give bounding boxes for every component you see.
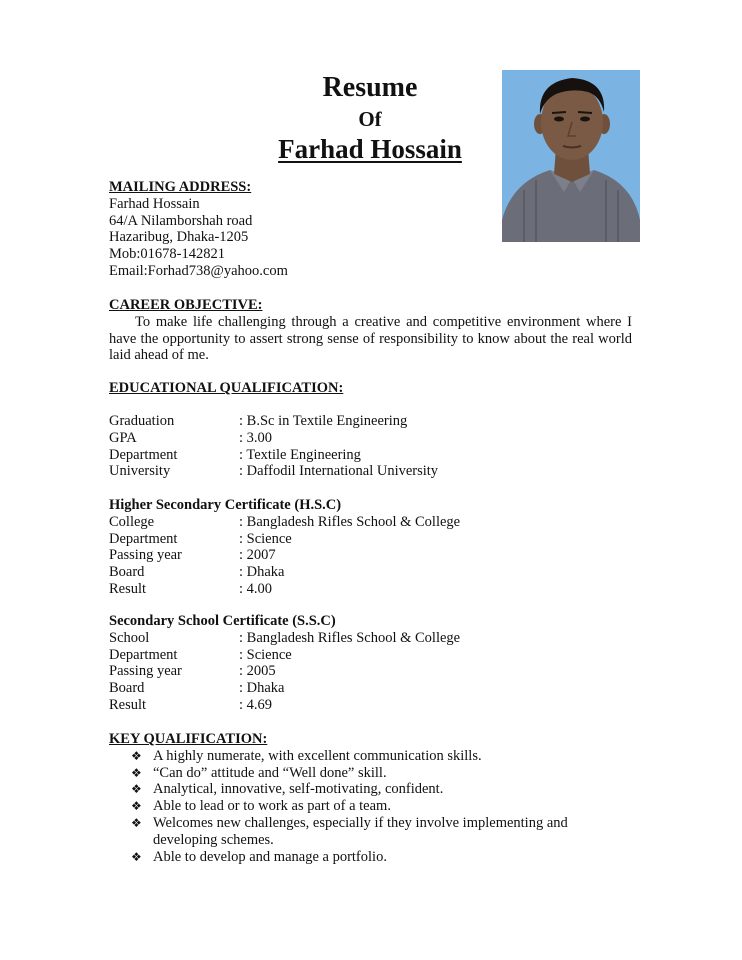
- edu-row-value: : 4.69: [239, 696, 273, 713]
- edu-row-value: : B.Sc in Textile Engineering: [239, 413, 408, 429]
- edu-row: [109, 663, 649, 680]
- list-item: [131, 815, 649, 849]
- key-heading: KEY QUALIFICATION:: [109, 731, 268, 747]
- ssc-block: [109, 613, 649, 714]
- edu-row: [109, 564, 649, 581]
- edu-row-label: Graduation: [109, 413, 175, 429]
- edu-row-label: Department: [109, 446, 178, 463]
- edu-row-value: : Dhaka: [239, 564, 285, 581]
- diamond-bullet-icon: ❖: [131, 815, 142, 830]
- edu-row-value: : Science: [239, 530, 292, 547]
- edu-row-label: Board: [109, 564, 145, 581]
- mailing-line: Hazaribug, Dhaka-1205: [109, 229, 249, 246]
- ssc-title: Secondary School Certificate (S.S.C): [109, 613, 336, 629]
- mailing-line: 64/A Nilamborshah road: [109, 212, 253, 229]
- title-resume: Resume: [322, 72, 418, 103]
- edu-row-label: Passing year: [109, 663, 182, 680]
- edu-row-value: : 3.00: [239, 429, 273, 446]
- edu-row: [109, 514, 649, 531]
- edu-row-value: : 4.00: [239, 580, 273, 597]
- mailing-address-section: [109, 179, 649, 280]
- list-item-text: Able to lead or to work as part of a team.: [153, 798, 391, 815]
- diamond-bullet-icon: ❖: [131, 782, 142, 797]
- edu-row-value: : Daffodil International University: [239, 463, 439, 480]
- list-item-text: A highly numerate, with excellent communication skills.: [153, 747, 482, 764]
- edu-row-value: : Science: [239, 646, 292, 663]
- edu-row: [109, 581, 649, 598]
- edu-row-value: : Dhaka: [239, 680, 285, 697]
- list-item-text: “Can do” attitude and “Well done” skill.: [153, 764, 387, 781]
- title-block: [250, 70, 490, 166]
- edu-row-label: Passing year: [109, 547, 182, 564]
- list-item-text: Able to develop and manage a portfolio.: [153, 848, 387, 865]
- education-heading: EDUCATIONAL QUALIFICATION:: [109, 380, 344, 396]
- diamond-bullet-icon: ❖: [131, 799, 142, 814]
- diamond-bullet-icon: ❖: [131, 849, 142, 864]
- list-item: [131, 781, 649, 798]
- career-text: To make life challenging through a creative and competitive environment where I have the opportunity to assert strong sense of responsibility to know about the real world laid ahead of me.: [109, 313, 632, 364]
- key-list: [109, 748, 649, 866]
- edu-row-label: GPA: [109, 429, 137, 446]
- hsc-title: Higher Secondary Certificate (H.S.C): [109, 497, 342, 513]
- list-item: [131, 849, 649, 866]
- diamond-bullet-icon: ❖: [131, 748, 142, 763]
- education-section: [109, 380, 649, 397]
- edu-row-label: University: [109, 463, 171, 480]
- title-of: Of: [358, 107, 382, 131]
- edu-row: [109, 680, 649, 697]
- hsc-block: [109, 497, 649, 598]
- edu-row-value: : Bangladesh Rifles School & College: [239, 629, 461, 646]
- edu-row: [109, 547, 649, 564]
- edu-row: [109, 463, 649, 480]
- key-qualification-section: [109, 731, 649, 865]
- edu-row: [109, 430, 649, 447]
- graduation-block: [109, 413, 649, 480]
- edu-row: [109, 647, 649, 664]
- edu-row-value: : 2005: [239, 663, 276, 680]
- edu-row: [109, 413, 649, 430]
- edu-row-label: School: [109, 629, 150, 646]
- list-item-text: Welcomes new challenges, especially if they involve implementing and developing schemes.: [153, 814, 568, 848]
- mailing-heading: MAILING ADDRESS:: [109, 179, 252, 195]
- edu-row: [109, 447, 649, 464]
- edu-row-label: College: [109, 513, 155, 530]
- list-item: [131, 765, 649, 782]
- edu-row-label: Department: [109, 530, 178, 547]
- edu-row-label: Result: [109, 696, 147, 713]
- career-heading: CAREER OBJECTIVE:: [109, 297, 263, 313]
- edu-row-value: : 2007: [239, 547, 276, 564]
- edu-row-value: : Textile Engineering: [239, 446, 361, 463]
- edu-row: [109, 630, 649, 647]
- list-item: [131, 798, 649, 815]
- edu-row-label: Department: [109, 646, 178, 663]
- title-name: Farhad Hossain: [278, 134, 462, 164]
- edu-row: [109, 697, 649, 714]
- diamond-bullet-icon: ❖: [131, 765, 142, 780]
- list-item: [131, 748, 649, 765]
- career-objective-section: [109, 297, 649, 364]
- edu-row: [109, 531, 649, 548]
- mailing-email: Email:Forhad738@yahoo.com: [109, 262, 288, 279]
- edu-row-label: Result: [109, 580, 147, 597]
- edu-row-value: : Bangladesh Rifles School & College: [239, 513, 461, 530]
- edu-row-label: Board: [109, 680, 145, 697]
- mailing-line: Farhad Hossain: [109, 195, 200, 212]
- list-item-text: Analytical, innovative, self-motivating, confident.: [153, 781, 444, 798]
- mailing-phone: Mob:01678-142821: [109, 246, 225, 263]
